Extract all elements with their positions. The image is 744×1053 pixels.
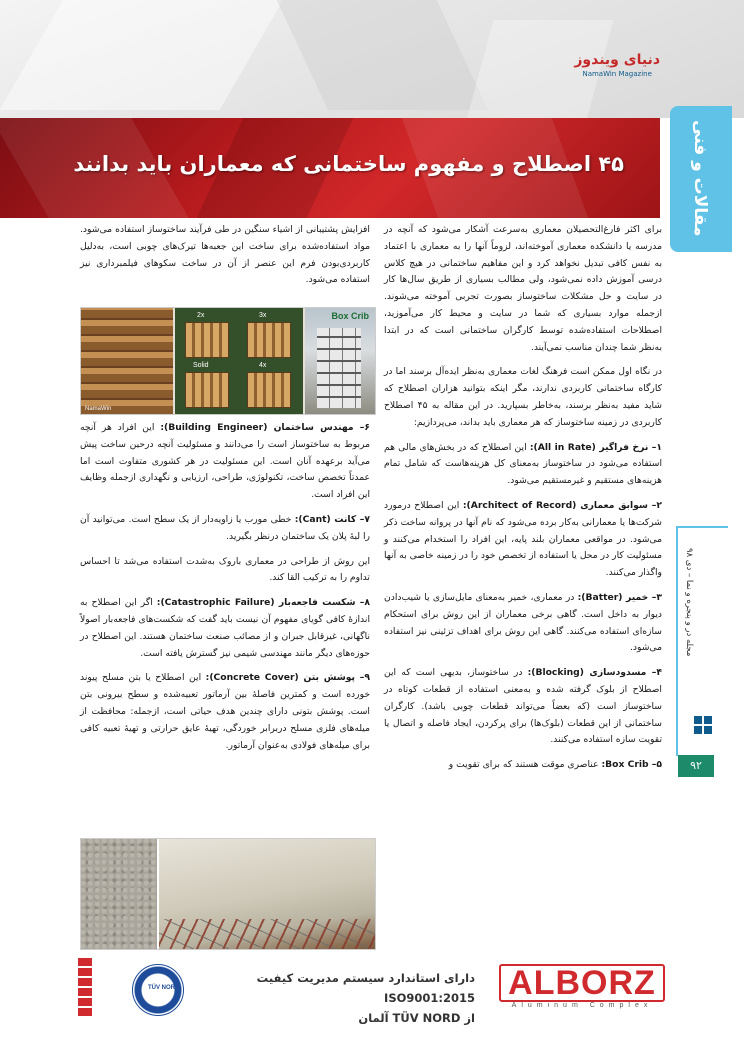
term-heading: ۴– مسدودسازی (Blocking): [527, 667, 663, 679]
term-heading: ۷– کانت (Cant): [294, 513, 370, 525]
footer-stripe [78, 958, 92, 1016]
intro-paragraph: برای اکثر فارغ‌التحصیلان معماری به‌سرعت آشکار می‌شود که آنچه در مدرسه یا دانشکده معماری آموخته‌اند، لزوماً آنها را به معماری با اعتماد به نفس کافی تبدیل نخواهد کرد و این مفاهیم ساختمانی در هیچ کلاس درسی آموزش داده نمی‌شود، ولی مطالب بسیاری از طریق سال‌ها کار در سایت و حل مشکلات ساختوساز بصورت تجربی آموخته می‌شوند. ازجمله موارد بسیاری که شما در سایت و محیط کار می‌آموزید، اصطلاحات استفاده‌شده توسط کارگران ساختمانی است که در ابتدا به‌نظر شما چندان مناسب نمی‌آیند. [384, 224, 662, 353]
image-watermark: NamaWin [85, 406, 112, 412]
section-tab [670, 106, 732, 252]
brand-name: ALBORZ [499, 964, 665, 1002]
left-column-items [80, 420, 370, 762]
section-tab-label: مقالات و فنی [690, 120, 710, 237]
tuv-certification-seal [132, 964, 184, 1016]
term-item [384, 590, 662, 657]
magazine-logo-title: دنیای ویندوز [574, 52, 660, 68]
term-description: این اصطلاح که در بخش‌های مالی هم استفاده می‌شود در ساختوساز به‌معنای کل هزینه‌هاست که شامل تمام هزینه‌های مستقیم و غیرمستقیم می‌شود. [384, 441, 662, 487]
term-item-continued: این روش از طراحی در معماری باروک به‌شدت استفاده می‌شد تا احساس تداوم را به ترکیب القا کند. [80, 555, 370, 584]
granite-texture-photo [81, 839, 157, 949]
iso-line: دارای استاندارد سیستم مدیریت کیفیت ISO9001:2015 [256, 971, 475, 1005]
windows-icon [694, 716, 712, 734]
term-item [384, 757, 662, 774]
scaffold-structure [317, 328, 361, 408]
header-polygon [272, 0, 488, 110]
title-banner [0, 118, 660, 218]
rebar-grid [159, 919, 375, 949]
term-description: این اصطلاح درمورد شرکت‌ها یا معمارانی به‌کار برده می‌شود که نام آنها در پروانه ساخت ذکر می‌شود. در مواقعی معماران بلند پایه، این افراد را استخدام می‌کنند و مسئولیت کار در محل یا استفاده از تخصص خود را در زمینه خاصی به آنها واگذار می‌کنند. [384, 499, 662, 579]
crib-4x [247, 372, 291, 408]
crib-label: 3x [259, 312, 267, 319]
crib-2x [185, 322, 229, 358]
footer-advertisement [80, 958, 665, 1025]
article-title: ۴۵ اصطلاح و مفهوم ساختمانی که معماران باید بدانند [73, 152, 624, 176]
magazine-logo [574, 52, 660, 78]
header-polygon [0, 0, 300, 110]
term-heading: ۸– شکست فاجعه‌بار (Catastrophic Failure): [156, 597, 370, 609]
continued-paragraph: افزایش پشتیبانی از اشیاء سنگین در طی فرآیند ساختوساز استفاده می‌شود. مواد استفاده‌شده برای ساخت این جعبه‌ها تیرک‌های چوبی است، به‌دلیل کاربردی‌بودن فرم این عنصر از آن در ساخت سکوهای فیلمبرداری نیز استفاده می‌شود. [80, 224, 370, 286]
term-heading: ۵– Box Crib: [601, 759, 662, 771]
right-column [384, 222, 662, 782]
iso-line: از TÜV NORD آلمان [358, 1011, 475, 1025]
term-heading: ۲– سوابق معماری (Architect of Record): [462, 499, 662, 511]
term-description: خطی مورب یا زاویه‌دار از یک سطح است. می‌توانید آن را لبهٔ پلان یک ساختمان درنظر بگیرید. [80, 513, 370, 542]
term-heading: ۳– خمیر (Batter): [577, 591, 663, 603]
term-item [80, 595, 370, 662]
alborz-logo [499, 964, 665, 1008]
brand-subtitle: Aluminum Complex [511, 1002, 653, 1009]
term-description: عناصری موقت هستند که برای تقویت و [448, 759, 602, 771]
term-description: در معماری، خمیر به‌معنای مایل‌سازی یا شیب‌دادن دیوار به داخل است. گاهی برخی معماران از این روش برای استحکام سازه‌ای استفاده می‌کنند. گاهی این روش برای اهداف تزئینی نیز استفاده می‌شود. [384, 591, 662, 654]
term-item [384, 665, 662, 749]
crib-label: Solid [193, 362, 209, 369]
crib-solid [185, 372, 229, 408]
crib-label: 4x [259, 362, 267, 369]
term-item [384, 498, 662, 582]
left-column-top [80, 222, 370, 297]
seal-text: TÜV NORD [148, 985, 180, 991]
term-heading: ۹– پوشش بتن (Concrete Cover): [205, 672, 370, 684]
issue-info: مجله در و پنجره و نما – دی ۹۸ [684, 548, 694, 657]
side-divider [676, 528, 678, 756]
page-number: ۹۲ [678, 755, 714, 777]
term-item [80, 420, 370, 504]
crib-3x [247, 322, 291, 358]
box-crib-label: Box Crib [331, 311, 369, 321]
term-description: اگر این اصطلاح به اندازهٔ کافی گویای مفهوم آن نیست باید گفت که شکست‌های فاجعه‌بار اصولاً ناگهانی، غیرقابل جبران و از مصائب صنعت ساختمان هستند. این اصطلاح در حوزه‌های دیگر مانند مهندسی شیمی نیز گسترش یافته است. [80, 597, 370, 659]
term-item [384, 440, 662, 490]
term-heading: ۶– مهندس ساختمان (Building Engineer): [160, 422, 370, 433]
timber-stack-photo [81, 308, 173, 414]
term-item [80, 512, 370, 546]
side-divider [676, 526, 728, 528]
crib-label: 2x [197, 312, 205, 319]
header-background [0, 0, 744, 118]
box-crib-image [80, 307, 376, 415]
intro-paragraph: در نگاه اول ممکن است فرهنگ لغات معماری به‌نظر ایده‌آل برسند اما در کارگاه ساختمانی کاربردی ندارند، مگر اینکه بتوانید هزاران اصطلاح که شاید مفید به‌نظر برسند، به‌خاطر بسپارید. در این مقاله به ۴۵ اصطلاح کاربردی در زمینه ساختوساز که هر معماری باید بداند، می‌پردازیم: [384, 366, 662, 428]
term-description: این افراد هر آنچه مربوط به ساختوساز است را می‌دانند و مسئولیت آنچه درحین ساخت پیش می‌آید برعهده آنان است. این مسئولیت در هر کشوری متفاوت است اما عمدتاً تخصص ساخت، تکنولوژی، طراحی، ارزیابی و نگهداری ازجمله وظایف این افراد است. [80, 422, 370, 501]
term-heading: ۱– نرخ فراگیر (All in Rate): [529, 441, 662, 453]
term-item [80, 670, 370, 754]
scaffold-photo [305, 308, 375, 414]
iso-certification-text [225, 968, 475, 1028]
crib-diagram [175, 308, 303, 414]
concrete-cover-image [80, 838, 376, 950]
term-description: این اصطلاح یا بتن مسلح پیوند خورده است و کمترین فاصلهٔ بین آرماتور تعبیه‌شده و سطح بیرونی بتن است. پوشش بتونی دارای چندین هدف حیاتی است، ازجمله: محافظت از میله‌های فلزی مسلح دربرابر خوردگی، تهیهٔ عایق حرارتی و تهیهٔ تعبیه کافی برای میله‌های فولادی به‌عنوان آرماتور. [80, 672, 370, 751]
term-description: در ساختوساز، بدیهی است که این اصطلاح از بلوک گرفته شده و به‌معنی استفاده از قطعات کوتاه در ساختوساز است (که بعضاً می‌تواند قطعات چوبی باشد). کارگران ساختمانی از این قطعات (بلوک‌ها) برای پرکردن، ایجاد فاصله و اتصال یا تقویت سازه استفاده می‌کنند. [384, 667, 662, 746]
magazine-logo-subtitle: NamaWin Magazine [582, 70, 652, 78]
